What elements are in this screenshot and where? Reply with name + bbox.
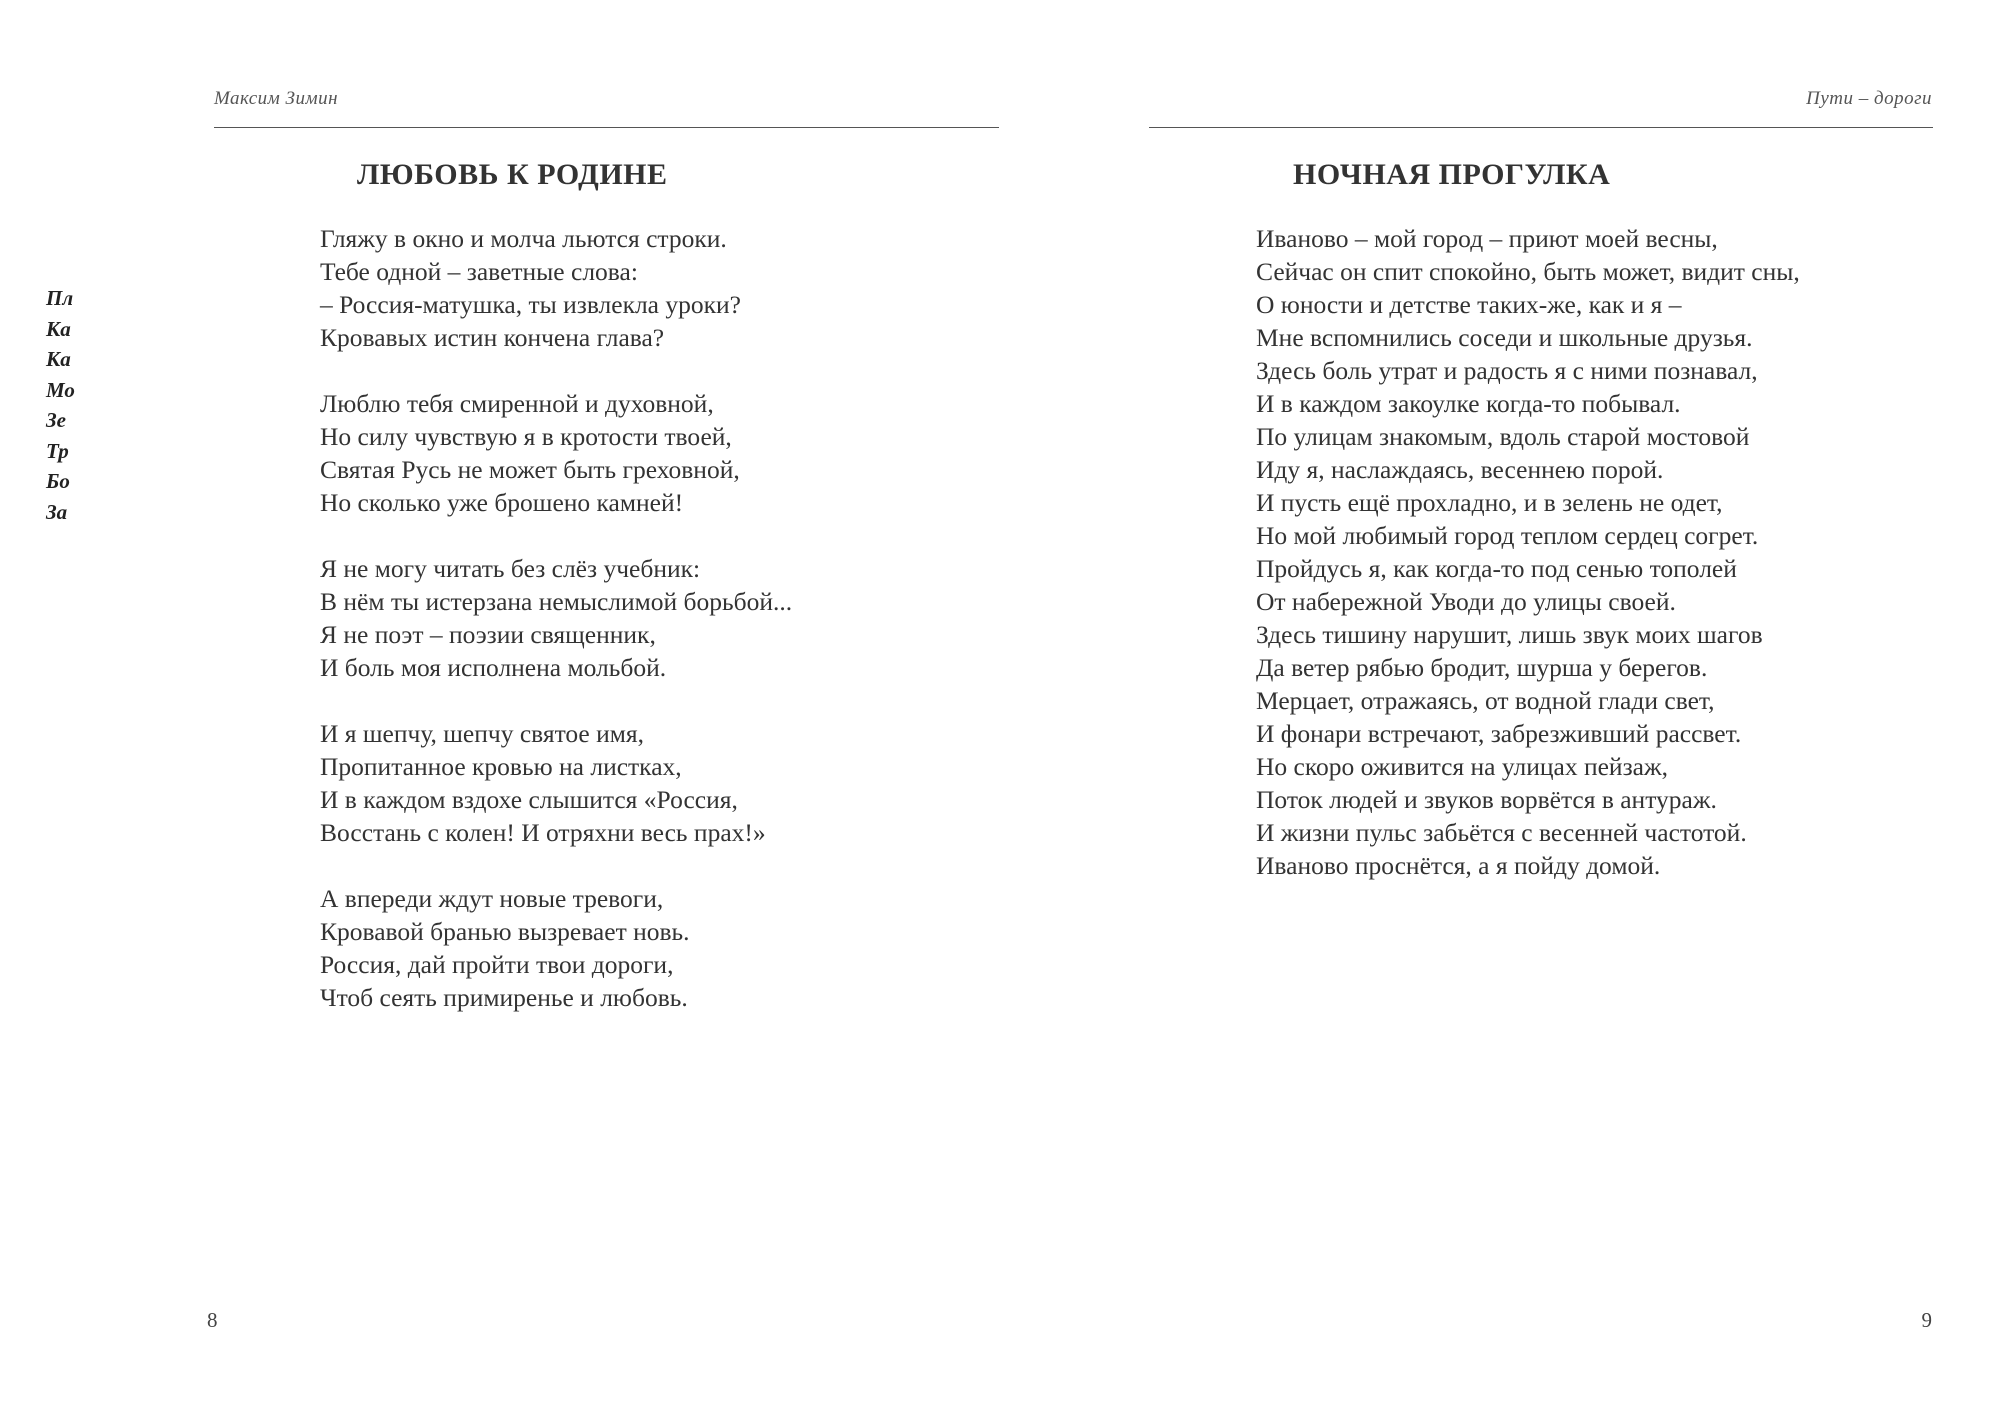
stanza	[320, 717, 792, 849]
poem-line: Но скоро оживится на улицах пейзаж,	[1256, 752, 1668, 781]
poem-line: Тебе одной – заветные слова:	[320, 257, 638, 286]
poem-line: Но силу чувствую я в кротости твоей,	[320, 422, 732, 451]
poem-line: О юности и детстве таких-же, как и я –	[1256, 290, 1682, 319]
poem-line: Здесь тишину нарушит, лишь звук моих шагов	[1256, 620, 1763, 649]
poem-line: Россия, дай пройти твои дороги,	[320, 950, 674, 979]
poem-line: По улицам знакомым, вдоль старой мостовой	[1256, 422, 1750, 451]
poem-line: – Россия-матушка, ты извлекла уроки?	[320, 290, 741, 319]
poem-line: И фонари встречают, забрезживший рассвет.	[1256, 719, 1742, 748]
previous-page-fragment	[46, 283, 75, 527]
poem-line: Пропитанное кровью на листках,	[320, 752, 682, 781]
poem-line: И в каждом вздохе слышится «Россия,	[320, 785, 738, 814]
poem-line: Здесь боль утрат и радость я с ними познавал,	[1256, 356, 1758, 385]
stanza	[320, 222, 792, 354]
right-header-rule	[1149, 127, 1933, 128]
fragment-line: За	[46, 499, 68, 524]
poem-line: Сейчас он спит спокойно, быть может, видит сны,	[1256, 257, 1800, 286]
poem-line: И боль моя исполнена мольбой.	[320, 653, 667, 682]
poem-line: В нём ты истерзана немыслимой борьбой...	[320, 587, 793, 616]
poem-line: Но сколько уже брошено камней!	[320, 488, 684, 517]
poem-line: Мерцает, отражаясь, от водной глади свет,	[1256, 686, 1715, 715]
poem-line: А впереди ждут новые тревоги,	[320, 884, 664, 913]
poem-line: И я шепчу, шепчу святое имя,	[320, 719, 645, 748]
left-running-head: Максим Зимин	[214, 88, 338, 109]
poem-line: Но мой любимый город теплом сердец согрет.	[1256, 521, 1759, 550]
poem-line: Я не могу читать без слёз учебник:	[320, 554, 701, 583]
poem-line: Поток людей и звуков ворвётся в антураж.	[1256, 785, 1717, 814]
poem-line: Иду я, наслаждаясь, весеннею порой.	[1256, 455, 1664, 484]
poem-line: Святая Русь не может быть греховной,	[320, 455, 740, 484]
poem-line: Гляжу в окно и молча льются строки.	[320, 224, 727, 253]
poem-line: И пусть ещё прохладно, и в зелень не одет,	[1256, 488, 1723, 517]
stanza	[320, 387, 792, 519]
poem-line: Я не поэт – поэзии священник,	[320, 620, 656, 649]
stanza	[1256, 222, 1800, 882]
poem-line: Да ветер рябью бродит, шурша у берегов.	[1256, 653, 1708, 682]
right-page-number: 9	[1921, 1308, 1932, 1332]
left-header-rule	[214, 127, 999, 128]
fragment-line: Тр	[46, 438, 69, 463]
poem-line: Восстань с колен! И отряхни весь прах!»	[320, 818, 766, 847]
fragment-line: Ка	[46, 316, 71, 341]
left-page-number: 8	[207, 1308, 218, 1332]
right-poem-body	[1256, 222, 1800, 882]
fragment-line: Зе	[46, 408, 67, 432]
poem-line: Мне вспомнились соседи и школьные друзья.	[1256, 323, 1753, 352]
right-running-head: Пути – дороги	[1806, 88, 1932, 109]
poem-line: От набережной Уводи до улицы своей.	[1256, 587, 1676, 616]
stanza	[320, 552, 792, 684]
fragment-line: Пл	[46, 286, 74, 310]
left-poem-title: ЛЮБОВЬ К РОДИНЕ	[357, 158, 668, 191]
poem-line: И жизни пульс забьётся с весенней частотой.	[1256, 818, 1747, 847]
poem-line: И в каждом закоулке когда-то побывал.	[1256, 389, 1681, 418]
left-poem-body	[320, 222, 792, 1014]
fragment-line: Мо	[46, 377, 75, 402]
fragment-line: Ка	[46, 347, 71, 371]
poem-line: Люблю тебя смиренной и духовной,	[320, 389, 714, 418]
poem-line: Пройдусь я, как когда-то под сенью тополей	[1256, 554, 1737, 583]
poem-line: Кровавой бранью вызревает новь.	[320, 917, 690, 946]
fragment-line: Бо	[46, 469, 70, 493]
poem-line: Иваново – мой город – приют моей весны,	[1256, 224, 1718, 253]
poem-line: Чтоб сеять примиренье и любовь.	[320, 983, 688, 1012]
right-poem-title: НОЧНАЯ ПРОГУЛКА	[1293, 158, 1611, 191]
stanza	[320, 882, 792, 1014]
poem-line: Кровавых истин кончена глава?	[320, 323, 665, 352]
poem-line: Иваново проснётся, а я пойду домой.	[1256, 851, 1661, 880]
